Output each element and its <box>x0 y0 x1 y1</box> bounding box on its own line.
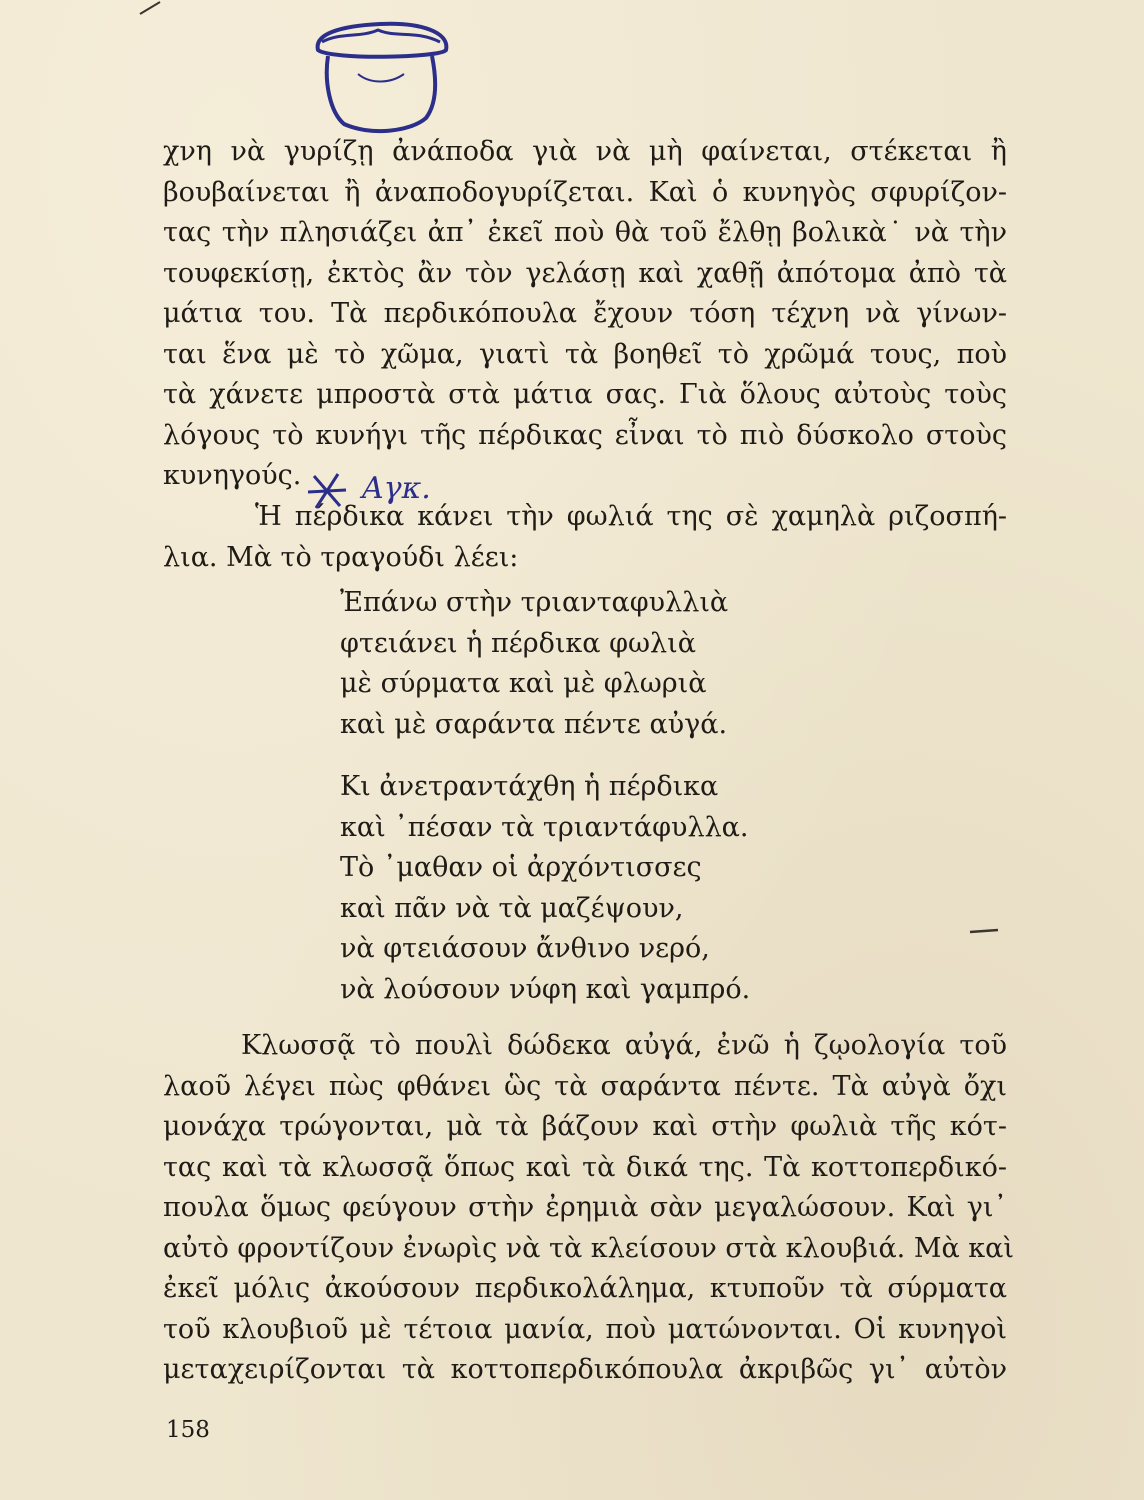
text-line: μονάχα τρώγονται, μὰ τὰ βάζουν καὶ στὴν φωλιὰ τῆς κότ- <box>163 1111 1007 1142</box>
text-line: τουφεκίσῃ, ἐκτὸς ἂν τὸν γελάσῃ καὶ χαθῇ ἀπότομα ἀπὸ τὰ <box>163 257 1007 289</box>
text-line: λαοῦ λέγει πὼς φθάνει ὣς τὰ σαράντα πέντε. Τὰ αὐγὰ ὄχι <box>163 1070 1007 1102</box>
poem-line: καὶ μὲ σαράντα πέντε αὐγά. <box>340 708 728 740</box>
poem-line: μὲ σύρματα καὶ μὲ φλωριὰ <box>340 668 707 699</box>
text-line: τας τὴν πλησιάζει ἀπ᾽ ἐκεῖ ποὺ θὰ τοῦ ἔλθῃ βολικὰ˙ νὰ τὴν <box>163 217 1007 248</box>
poem-line: νὰ λούσουν νύφη καὶ γαμπρό. <box>340 973 751 1005</box>
text-line: τὰ χάνετε μπροστὰ στὰ μάτια σας. Γιὰ ὅλους αὐτοὺς τοὺς <box>163 379 1007 410</box>
annotation-text: Αγκ. <box>362 471 431 506</box>
corner-mark <box>136 0 166 20</box>
text-line: μάτια του. Τὰ περδικόπουλα ἔχουν τόση τέχνη νὰ γίνων- <box>163 298 1007 329</box>
poem-line: καὶ ᾽πέσαν τὰ τριαντάφυλλα. <box>340 811 749 843</box>
poem-line: καὶ πᾶν νὰ τὰ μαζέψουν, <box>340 892 684 924</box>
text-line: τοῦ κλουβιοῦ μὲ τέτοια μανία, ποὺ ματώνονται. Οἱ κυνηγοὶ <box>163 1313 1007 1345</box>
poem-line: Ἐπάνω στὴν τριανταφυλλιὰ <box>340 587 729 618</box>
poem-line: Τὸ ᾽μαθαν οἱ ἀρχόντισσες <box>340 852 702 883</box>
text-line: λόγους τὸ κυνήγι τῆς πέρδικας εἶναι τὸ πιὸ δύσκολο στοὺς <box>163 419 1007 451</box>
ink-mark <box>968 920 1008 940</box>
text-line: κυνηγούς. <box>163 460 302 491</box>
poem-stanza-2 <box>340 767 750 1010</box>
text-line: βουβαίνεται ἢ ἀναποδογυρίζεται. Καὶ ὁ κυνηγὸς σφυρίζον- <box>163 176 1007 208</box>
text-line: αὐτὸ φροντίζουν ἐνωρὶς νὰ τὰ κλείσουν στὰ κλουβιά. Μὰ καὶ <box>163 1232 1015 1264</box>
text-line: Κλωσσᾷ τὸ πουλὶ δώδεκα αὐγά, ἐνῶ ἡ ζῳολογία τοῦ <box>241 1030 1007 1061</box>
text-line: πουλα ὅμως φεύγουν στὴν ἐρημιὰ σὰν μεγαλώσουν. Καὶ γι᾽ <box>163 1192 1007 1223</box>
poem-line: φτειάνει ἡ πέρδικα φωλιὰ <box>340 627 696 659</box>
paragraph-1 <box>163 132 1007 497</box>
text-line: ἐκεῖ μόλις ἀκούσουν περδικολάλημα, κτυποῦν τὰ σύρματα <box>163 1273 1007 1304</box>
poem-stanza-1 <box>340 583 728 745</box>
paragraph-3 <box>163 1026 1015 1391</box>
text-line: λια. Μὰ τὸ τραγούδι λέει: <box>163 541 519 573</box>
text-line: χνη νὰ γυρίζῃ ἀνάποδα γιὰ νὰ μὴ φαίνεται, στέκεται ἢ <box>163 136 1007 167</box>
text-line: ται ἕνα μὲ τὸ χῶμα, γιατὶ τὰ βοηθεῖ τὸ χρῶμά τους, ποὺ <box>163 338 1007 370</box>
text-line: Ἡ πέρδικα κάνει τὴν φωλιά της σὲ χαμηλὰ ριζοσπή- <box>255 501 1007 532</box>
pot-doodle-icon <box>300 12 460 137</box>
text-line: μεταχειρίζονται τὰ κοττοπερδικόπουλα ἀκριβῶς γι᾽ αὐτὸν <box>163 1354 1007 1385</box>
paragraph-2 <box>163 497 1007 578</box>
poem-line: Κι ἀνετραντάχθη ἡ πέρδικα <box>340 771 719 802</box>
poem-line: νὰ φτειάσουν ἄνθινο νερό, <box>340 933 710 964</box>
page-number: 158 <box>166 1417 210 1443</box>
text-line: τας καὶ τὰ κλωσσᾷ ὅπως καὶ τὰ δικά της. Τὰ κοττοπερδικό- <box>163 1151 1007 1183</box>
